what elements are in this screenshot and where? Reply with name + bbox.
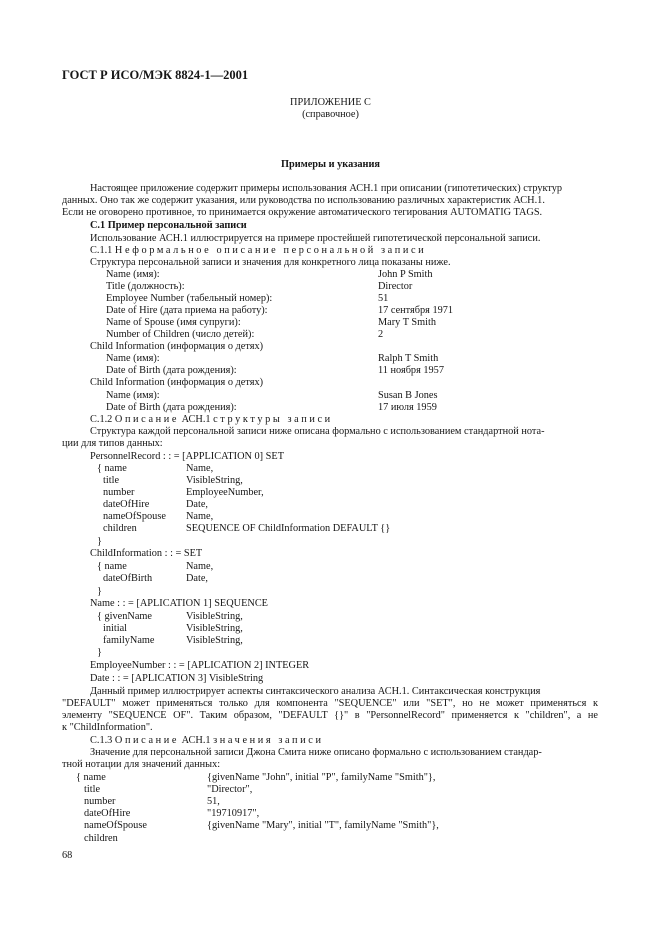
- c12-title-part: АСН.1: [181, 414, 211, 425]
- asn-field-type: VisibleString,: [186, 611, 243, 622]
- c13-title-part: АСН.1: [181, 735, 211, 746]
- asn-type-def: Name : : = [APLICATION 1] SEQUENCE: [90, 598, 268, 609]
- record-field-label: Employee Number (табельный номер):: [106, 293, 273, 304]
- value-text: {givenName "John", initial "P", familyName "Smith"},: [207, 772, 436, 783]
- asn-field-type: SEQUENCE OF ChildInformation DEFAULT {}: [186, 523, 391, 534]
- asn-type-def: PersonnelRecord : : = [APPLICATION 0] SET: [90, 451, 284, 462]
- c13-heading: [90, 735, 324, 747]
- asn-field-name: { name: [97, 463, 127, 474]
- asn-type-def: EmployeeNumber : : = [APLICATION 2] INTEGER: [90, 660, 310, 671]
- child-dob-label: Date of Birth (дата рождения):: [106, 402, 237, 413]
- asn-type-def: ChildInformation : : = SET: [90, 548, 203, 559]
- c11-number: С.1.1: [90, 245, 113, 256]
- value-name: title: [84, 784, 101, 795]
- asn-type-def: Date : : = [APLICATION 3] VisibleString: [90, 673, 264, 684]
- c13-title-part: Описание: [114, 735, 180, 746]
- asn-field-name: initial: [103, 623, 128, 634]
- asn-brace: }: [97, 536, 102, 547]
- c13-number: С.1.3: [90, 735, 113, 746]
- record-field-value: John P Smith: [378, 269, 433, 280]
- asn-field-type: Name,: [186, 511, 214, 522]
- child-info-label: Child Information (информация о детях): [90, 377, 264, 388]
- c12-title-part: структуры записи: [213, 414, 333, 425]
- record-field-label: Name of Spouse (имя супруги):: [106, 317, 241, 328]
- asn-field-type: EmployeeNumber,: [186, 487, 264, 498]
- asn-field-type: Name,: [186, 463, 214, 474]
- intro-line: данных. Оно так же содержит указания, или руководства по использованию различных характеристик АСН.1.: [62, 195, 545, 206]
- asn-field-type: VisibleString,: [186, 475, 243, 486]
- document-header: ГОСТ Р ИСО/МЭК 8824-1—2001: [62, 68, 249, 82]
- c12-text: ции для типов данных:: [62, 438, 163, 449]
- record-field-label: Date of Hire (дата приема на работу):: [106, 305, 268, 316]
- value-name: dateOfHire: [84, 808, 131, 819]
- child-dob-label: Date of Birth (дата рождения):: [106, 365, 237, 376]
- record-field-label: Name (имя):: [106, 269, 160, 280]
- asn-field-name: title: [103, 475, 120, 486]
- appendix-subtitle: (справочное): [302, 109, 359, 120]
- child-dob-value: 11 ноября 1957: [378, 365, 444, 376]
- c12-text: Структура каждой персональной записи ниже описана формально с использованием стандартной нота-: [90, 426, 545, 437]
- c12-number: С.1.2: [90, 414, 113, 425]
- asn-brace: }: [97, 647, 102, 658]
- page-number: 68: [62, 850, 73, 861]
- record-field-value: 2: [378, 329, 384, 340]
- c13-title-part: значения записи: [213, 735, 324, 746]
- record-field-label: Title (должность):: [106, 281, 185, 292]
- child-name-label: Name (имя):: [106, 390, 160, 401]
- child-name-label: Name (имя):: [106, 353, 160, 364]
- value-text: {givenName "Mary", initial "T", familyName "Smith"},: [207, 820, 439, 831]
- value-name: children: [84, 833, 118, 844]
- asn-field-name: dateOfBirth: [103, 573, 153, 584]
- c11-heading: [90, 245, 426, 257]
- asn-field-name: number: [103, 487, 135, 498]
- c13-text: Значение для персональной записи Джона Смита ниже описано формально с использованием стандар-: [90, 747, 542, 758]
- appendix-title: ПРИЛОЖЕНИЕ С: [290, 97, 371, 108]
- asn-field-name: nameOfSpouse: [103, 511, 166, 522]
- c13-text: тной нотации для значений данных:: [62, 759, 221, 770]
- asn-field-name: dateOfHire: [103, 499, 150, 510]
- asn-field-type: VisibleString,: [186, 635, 243, 646]
- record-field-value: 51: [378, 293, 389, 304]
- asn-field-name: familyName: [103, 635, 155, 646]
- child-info-label: Child Information (информация о детях): [90, 341, 264, 352]
- asn-field-name: { name: [97, 561, 127, 572]
- record-field-label: Number of Children (число детей):: [106, 329, 255, 340]
- value-name: number: [84, 796, 116, 807]
- analysis-line: элементу "SEQUENCE OF". Таким образом, "DEFAULT {}" в "PersonnelRecord" применяется к "children", а не: [62, 710, 598, 721]
- c11-title: Неформальное описание персональной записи: [114, 245, 427, 256]
- child-name-value: Susan B Jones: [378, 390, 438, 401]
- intro-line: Если не оговорено противное, то принимается окружение автоматического тегирования AUTOMATIG TAGS.: [62, 207, 543, 218]
- asn-field-type: Name,: [186, 561, 214, 572]
- record-field-value: Director: [378, 281, 413, 292]
- analysis-line: к "ChildInformation".: [62, 722, 153, 733]
- analysis-line: "DEFAULT" может применяться только для компонента "SEQUENCE" или "SET", но не может применяться к: [62, 698, 598, 709]
- value-name: nameOfSpouse: [84, 820, 147, 831]
- asn-field-type: VisibleString,: [186, 623, 243, 634]
- asn-field-type: Date,: [186, 573, 209, 584]
- asn-field-name: children: [103, 523, 137, 534]
- asn-brace: }: [97, 586, 102, 597]
- c1-intro: Использование АСН.1 иллюстрируется на примере простейшей гипотетической персональной записи.: [90, 233, 541, 244]
- value-text: "19710917",: [207, 808, 260, 819]
- asn-field-type: Date,: [186, 499, 209, 510]
- c1-heading: С.1 Пример персональной записи: [90, 220, 247, 231]
- asn-field-name: { givenName: [97, 611, 152, 622]
- child-name-value: Ralph T Smith: [378, 353, 439, 364]
- c12-heading: [90, 414, 333, 426]
- record-field-value: 17 сентября 1971: [378, 305, 454, 316]
- c12-title-part: Описание: [114, 414, 180, 425]
- analysis-line: Данный пример иллюстрирует аспекты синтаксического анализа АСН.1. Синтаксическая конструкция: [90, 686, 541, 697]
- child-dob-value: 17 июля 1959: [378, 402, 437, 413]
- intro-line: Настоящее приложение содержит примеры использования АСН.1 при описании (гипотетических) структур: [90, 183, 563, 194]
- value-text: 51,: [207, 796, 220, 807]
- section-title: Примеры и указания: [281, 159, 380, 170]
- record-field-value: Mary T Smith: [378, 317, 436, 328]
- value-text: "Director",: [207, 784, 253, 795]
- value-name: { name: [76, 772, 106, 783]
- c11-text: Структура персональной записи и значения для конкретного лица показаны ниже.: [90, 257, 451, 268]
